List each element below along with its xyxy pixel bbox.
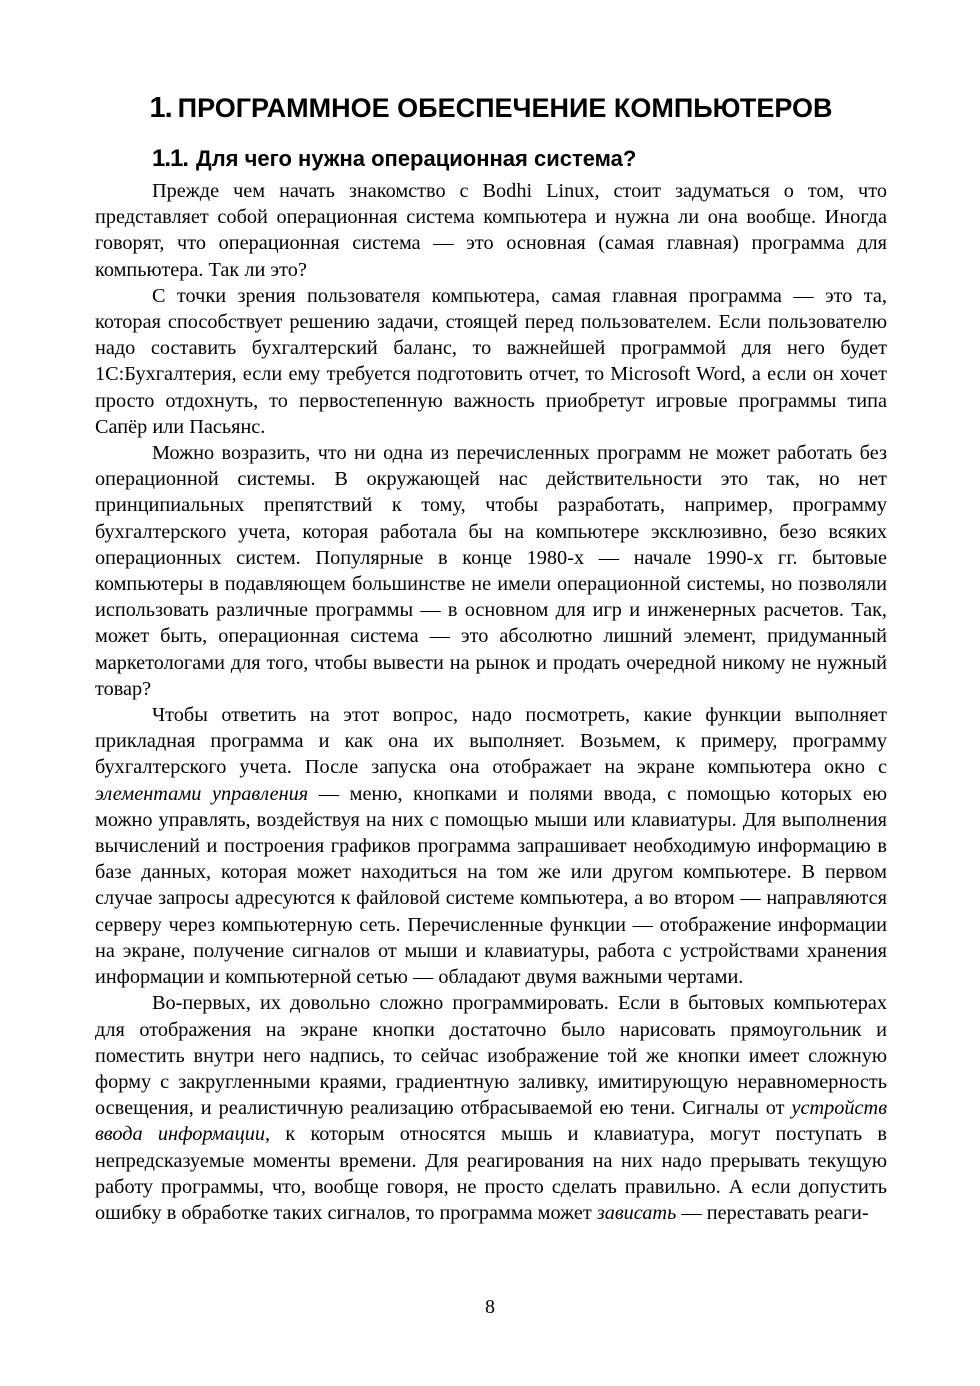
paragraph-5-text-a: Во-первых, их довольно сложно программировать. Если в бытовых компьютерах для отображения на экране кнопки достаточно было нарисовать прямоугольник и поместить внутри него надпись, то сейчас изображение той же кнопки имеет сложную форму с закругленными краями, градиентную заливку, имитирующую неравномерность освещения, и реалистичную реализацию отбрасываемой ею тени. Сигналы от [95, 992, 887, 1120]
term-input-devices: устройств ввода информации [95, 1097, 887, 1146]
term-controls: элементами управления [95, 782, 309, 805]
section-number: 1.1. [152, 145, 189, 172]
paragraph-4-text-a: Чтобы ответить на этот вопрос, надо посмотреть, какие функции выполняет прикладная программа и как она их выполняет. Возьмем, к примеру, программу бухгалтерского учета. После запуска она отображает на экране компьютера окно с [95, 704, 887, 779]
paragraph-2: С точки зрения пользователя компьютера, самая главная программа — это та, которая способствует решению задачи, стоящей перед пользователем. Если пользователю надо составить бухгалтерский баланс, то важнейшей программой для него будет 1С:Бухгалтерия, если ему требуется подготовить отчет, то Microsoft Word, а если он хочет просто отдохнуть, то первостепенную важность приобретут игровые программы типа Сапёр или Пасьянс. [95, 284, 887, 438]
page-number: 8 [485, 1296, 495, 1318]
section-title: Для чего нужна операционная система? [196, 146, 637, 171]
term-hang: зависать [596, 1201, 677, 1224]
paragraph-5-text-c: — переставать реаги- [676, 1201, 869, 1224]
paragraph-1: Прежде чем начать знакомство с Bodhi Linux, стоит задуматься о том, что представляет собой операционная система компьютера и нужна ли она вообще. Иногда говорят, что операционная система — это основная (самая главная) программа для компьютера. Так ли это? [95, 180, 887, 281]
paragraph-5 [95, 990, 887, 1226]
paragraph-4-text-b: — меню, кнопками и полями ввода, с помощью которых ею можно управлять, воздействуя на них с помощью мыши или клавиатуры. Для выполнения вычислений и построения графиков программа запрашивает необходимую информацию в базе данных, которая может находиться на том же или другом компьютере. В первом случае запросы адресуются к файловой системе компьютера, а во втором — направляются серверу через компьютерную сеть. Перечисленные функции — отображение информации на экране, получение сигналов от мыши и клавиатуры, работа с устройствами хранения информации и компьютерной сетью — обладают двумя важными чертами. [95, 782, 888, 989]
page-content [95, 88, 887, 1226]
chapter-number: 1. [149, 92, 172, 124]
paragraph-5-text-b: , к которым относятся мышь и клавиатура, могут поступать в непредсказуемые моменты времени. Для реагирования на них надо прерывать текущую работу программы, что, вообще говоря, не просто сделать правильно. А если допустить ошибку в обработке таких сигналов, то программа может [95, 1123, 887, 1224]
chapter-title: ПРОГРАММНОЕ ОБЕСПЕЧЕНИЕ КОМПЬЮТЕРОВ [177, 93, 833, 123]
paragraph-4 [95, 702, 887, 990]
paragraph-3: Можно возразить, что ни одна из перечисленных программ не может работать без операционной системы. В окружающей нас действительности это так, но нет принципиальных препятствий к тому, чтобы разработать, например, программу бухгалтерского учета, которая работала бы на компьютере эксклюзивно, безо всяких операционных систем. Популярные в конце 1980-х — начале 1990-х гг. бытовые компьютеры в подавляющем большинстве не имели операционной системы, но позволяли использовать различные программы — в основном для игр и инженерных расчетов. Так, может быть, операционная система — это абсолютно лишний элемент, придуманный маркетологами для того, чтобы вывести на рынок и продать очередной никому не нужный товар? [95, 442, 887, 700]
chapter-heading [95, 88, 887, 128]
section-heading [152, 144, 887, 174]
